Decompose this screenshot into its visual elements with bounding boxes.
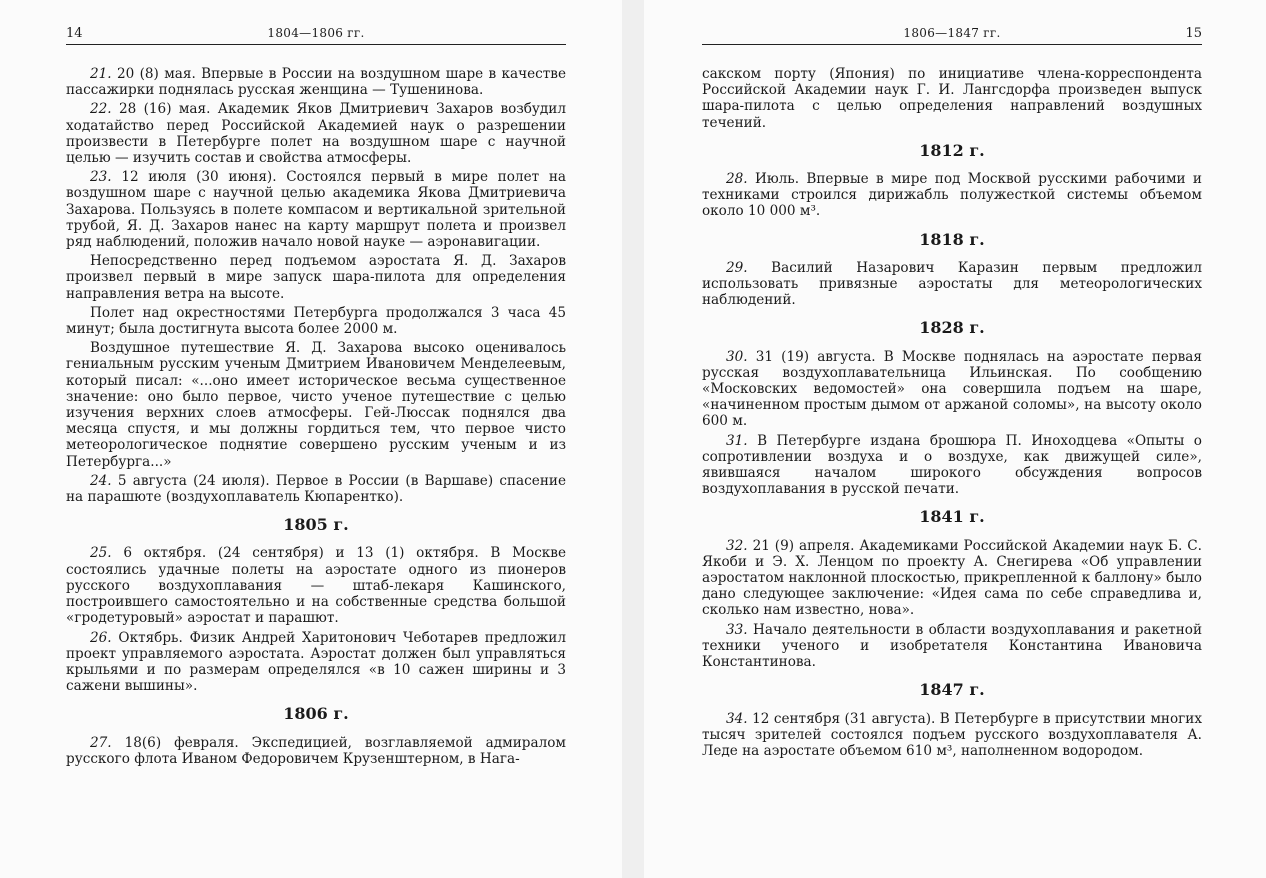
right-running-title: 1806—1847 гг. — [903, 26, 1001, 40]
chronology-entry — [702, 538, 1202, 619]
entry-number: 27. — [90, 734, 112, 751]
year-heading: 1841 г. — [919, 507, 985, 527]
chronology-entry — [702, 433, 1202, 498]
entry-text: 6 октября. (24 сентября) и 13 (1) октября. В Москве состоялись удачные полеты на аэростате одного из пионеров русского воздухоплавания — штаб-лекаря Кашинского, построившего самостоятельно и на собственные средства большой «гродетуровый» аэростат и парашют. — [66, 545, 566, 627]
entry-text: 12 сентября (31 августа). В Петербурге в присутствии многих тысяч зрителей состоялся подъем русского воздухоплавателя А. Леде на аэростате объемом 610 м³, наполненном водородом. — [702, 710, 1202, 759]
entry-text: 5 августа (24 июля). Первое в России (в Варшаве) спасение на парашюте (воздухоплаватель Кюпарентко). — [66, 472, 566, 506]
chronology-entry — [66, 630, 566, 695]
chronology-entry — [66, 473, 566, 505]
chronology-entry — [66, 101, 566, 166]
chronology-entry — [66, 735, 566, 767]
chronology-entry — [702, 349, 1202, 430]
entry-text: 28 (16) мая. Академик Яков Дмитриевич Захаров возбудил ходатайство перед Российской Академией наук о разрешении произвести в Петербурге полет на воздушном шаре с научной целью — изучить состав и свойства атмосферы. — [66, 101, 566, 167]
chronology-entry — [702, 260, 1202, 309]
chronology-entry — [702, 711, 1202, 760]
entry-text: Василий Назарович Каразин первым предложил использовать привязные аэростаты для метеорологических наблюдений. — [702, 259, 1202, 309]
left-page-body — [66, 66, 566, 770]
entry-number: 26. — [90, 629, 112, 646]
left-running-head — [66, 26, 566, 45]
year-heading: 1828 г. — [919, 318, 985, 338]
left-running-title: 1804—1806 гг. — [267, 26, 365, 40]
paragraph: Непосредственно перед подъемом аэростата Я. Д. Захаров произвел первый в мире запуск шара-пилота для определения направления ветра на высоте. — [66, 253, 566, 302]
chronology-entry — [702, 622, 1202, 671]
entry-number: 30. — [726, 348, 748, 365]
entry-number: 22. — [90, 101, 112, 118]
entry-number: 34. — [726, 710, 748, 727]
entry-number: 28. — [726, 171, 748, 188]
right-page — [644, 0, 1266, 878]
entry-text: 18(6) февраля. Экспедицией, возглавляемой адмиралом русского флота Иваном Федоровичем Крузенштерном, в Нага- — [66, 734, 566, 767]
year-heading: 1812 г. — [919, 140, 985, 160]
right-running-head — [702, 26, 1202, 45]
entry-text: Октябрь. Физик Андрей Харитонович Чеботарев предложил проект управляемого аэростата. Аэростат должен был управляться крыльями и по размерам определялся «в 10 сажен ширины и 3 сажени вышины». — [66, 629, 566, 695]
entry-number: 29. — [726, 259, 748, 276]
year-heading: 1847 г. — [919, 680, 985, 700]
right-page-body — [702, 66, 1202, 762]
entry-text: 12 июля (30 июня). Состоялся первый в мире полет на воздушном шаре с научной целью академика Якова Дмитриевича Захарова. Пользуясь в полете компасом и вертикальной зрительной трубой, Я. Д. Захаров нанес на карту маршрут полета и произвел ряд наблюдений, положив начало новой науке — аэронавигации. — [66, 169, 566, 251]
chronology-entry — [66, 66, 566, 98]
entry-text: В Петербурге издана брошюра П. Иноходцева «Опыты о сопротивлении воздуха и о воздухе, как движущей силе», явившаяся началом широкого обсуждения вопросов воздухоплавания в русской печати. — [702, 432, 1202, 498]
chronology-entry — [702, 171, 1202, 220]
year-heading: 1805 г. — [283, 515, 349, 535]
entry-number: 25. — [90, 545, 112, 562]
left-page — [0, 0, 622, 878]
continued-paragraph: сакском порту (Япония) по инициативе члена-корреспондента Российской Академии наук Г. И. Лангсдорфа произведен выпуск шара-пилота с целью определения направлений воздушных течений. — [702, 66, 1202, 131]
entry-number: 33. — [726, 621, 748, 638]
entry-number: 21. — [90, 66, 112, 82]
book-gutter — [622, 0, 644, 878]
paragraph: Воздушное путешествие Я. Д. Захарова высоко оценивалось гениальным русским ученым Дмитрием Ивановичем Менделеевым, который писал: «...оно имеет историческое весьма существенное значение: оно было первое, чисто ученое путешествие с целью изучения верхних слоев атмосферы. Гей-Люссак поднялся два месяца спустя, и мы должны гордиться тем, что первое чисто метеорологическое поднятие совершено русским ученым и из Петербурга...» — [66, 340, 566, 470]
entry-number: 31. — [726, 432, 748, 449]
chronology-entry — [66, 545, 566, 626]
right-page-number: 15 — [1185, 26, 1202, 41]
entry-text: Июль. Впервые в мире под Москвой русскими рабочими и техниками строился дирижабль полужесткой системы объемом около 10 000 м³. — [702, 171, 1202, 220]
entry-text: 31 (19) августа. В Москве поднялась на аэростате первая русская воздухоплавательница Ильинская. По сообщению «Московских ведомостей» она совершила подъем на шаре, «начиненном простым дымом от аржаной соломы», на высоту около 600 м. — [702, 348, 1202, 430]
year-heading: 1806 г. — [283, 704, 349, 724]
entry-text: 21 (9) апреля. Академиками Российской Академии наук Б. С. Якоби и Э. Х. Ленцом по проекту А. Снегирева «Об управлении аэростатом наклонной плоскостью, прикрепленной к баллону» было дано следующее заключение: «Идея сама по себе справедлива и, сколько нам известно, нова». — [702, 537, 1202, 619]
paragraph: Полет над окрестностями Петербурга продолжался 3 часа 45 минут; была достигнута высота более 2000 м. — [66, 304, 566, 338]
entry-number: 23. — [90, 169, 112, 186]
left-page-number: 14 — [66, 26, 83, 41]
entry-number: 32. — [726, 537, 748, 554]
entry-text: Начало деятельности в области воздухоплавания и ракетной техники ученого и изобретателя Константина Ивановича Константинова. — [702, 621, 1202, 671]
year-heading: 1818 г. — [919, 229, 985, 249]
entry-text: 20 (8) мая. Впервые в России на воздушном шаре в качестве пассажирки поднялась русская женщина — Тушенинова. — [66, 66, 566, 99]
chronology-entry — [66, 169, 566, 250]
entry-number: 24. — [90, 472, 112, 489]
